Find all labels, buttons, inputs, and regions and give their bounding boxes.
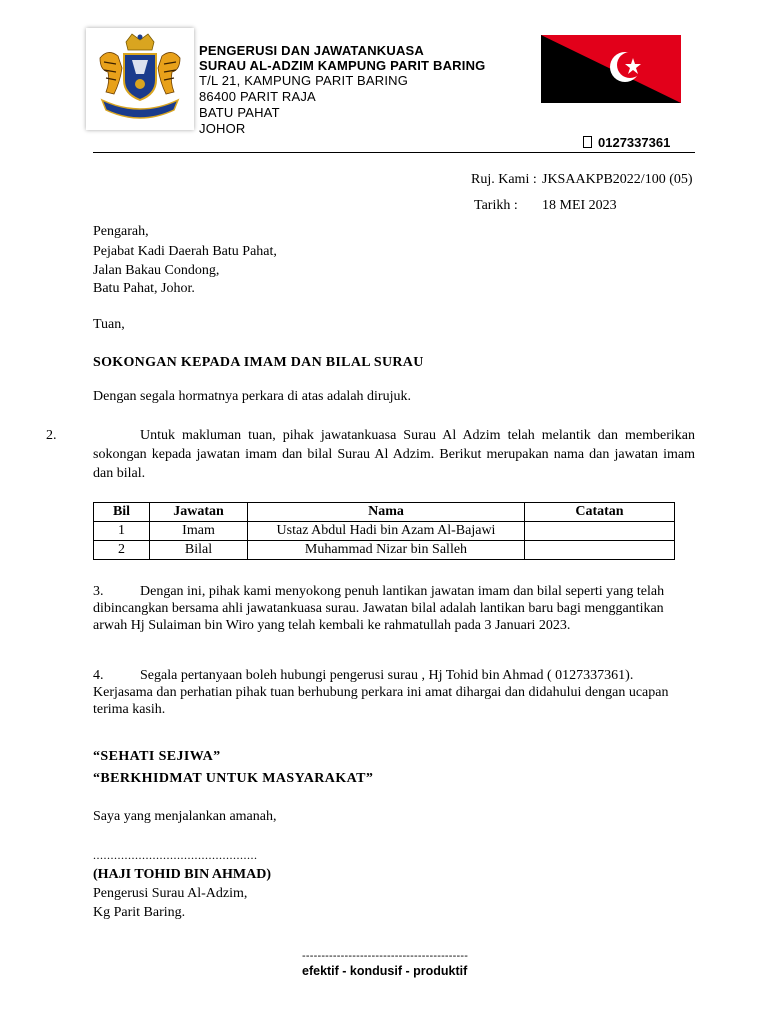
address-line-2: 86400 PARIT RAJA — [199, 89, 316, 104]
paragraph-3 — [93, 583, 691, 634]
letter-subject: SOKONGAN KEPADA IMAM DAN BILAL SURAU — [93, 355, 424, 370]
recipient-line-4: Batu Pahat, Johor. — [93, 281, 195, 296]
cell-jawatan: Imam — [150, 522, 248, 541]
motto-line-1: “SEHATI SEJIWA” — [93, 749, 221, 764]
state-flag — [541, 35, 681, 103]
cell-bil: 1 — [94, 522, 150, 541]
org-name-line1: PENGERUSI DAN JAWATANKUASA — [199, 43, 425, 58]
address-line-4: JOHOR — [199, 121, 246, 136]
motto-line-2: “BERKHIDMAT UNTUK MASYARAKAT” — [93, 771, 374, 786]
salutation: Tuan, — [93, 317, 125, 332]
column-header-catatan: Catatan — [525, 503, 675, 522]
header-phone — [583, 135, 670, 150]
table-row — [94, 522, 675, 541]
paragraph-3-number: 3. — [93, 584, 104, 599]
paragraph-4-number: 4. — [93, 668, 104, 683]
cell-bil: 2 — [94, 541, 150, 560]
ref-value: JKSAAKPB2022/100 (05) — [542, 172, 693, 187]
phone-number: 0127337361 — [598, 135, 671, 150]
signer-place: Kg Parit Baring. — [93, 905, 186, 920]
appointment-table — [93, 502, 675, 560]
table-header-row — [94, 503, 675, 522]
paragraph-2-text: Untuk makluman tuan, pihak jawatankuasa Surau Al Adzim telah melantik dan memberikan sokongan kepada jawatan imam dan bilal Surau Al Adzim. Berikut merupakan nama dan jawatan imam dan bilal. — [93, 428, 695, 481]
footer-divider: ------------------------------------------- — [302, 950, 469, 962]
paragraph-4-text: Segala pertanyaan boleh hubungi pengerusi surau , Hj Tohid bin Ahmad ( 0127337361). Kerjasama dan perhatian pihak tuan berhubung perkara ini amat dihargai dan didahului dengan ucapan terima kasih. — [93, 668, 669, 717]
recipient-line-1: Pengarah, — [93, 224, 149, 239]
date-value: 18 MEI 2023 — [542, 198, 617, 213]
paragraph-4 — [93, 667, 691, 718]
recipient-line-2: Pejabat Kadi Daerah Batu Pahat, — [93, 244, 277, 259]
paragraph-1: Dengan segala hormatnya perkara di atas adalah dirujuk. — [93, 389, 411, 404]
phone-icon — [583, 136, 592, 148]
date-label: Tarikh : — [474, 198, 518, 213]
header-divider — [93, 152, 695, 153]
signer-title: Pengerusi Surau Al-Adzim, — [93, 886, 248, 901]
column-header-bil: Bil — [94, 503, 150, 522]
signer-name: (HAJI TOHID BIN AHMAD) — [93, 867, 272, 882]
paragraph-2 — [46, 426, 695, 483]
address-line-1: T/L 21, KAMPUNG PARIT BARING — [199, 73, 409, 88]
cell-jawatan: Bilal — [150, 541, 248, 560]
footer-tagline: efektif - kondusif - produktif — [302, 964, 468, 978]
column-header-jawatan: Jawatan — [150, 503, 248, 522]
ref-label: Ruj. Kami : — [471, 172, 537, 187]
closing-line: Saya yang menjalankan amanah, — [93, 809, 277, 824]
column-header-nama: Nama — [248, 503, 525, 522]
cell-catatan — [525, 541, 675, 560]
cell-nama: Muhammad Nizar bin Salleh — [248, 541, 525, 560]
cell-nama: Ustaz Abdul Hadi bin Azam Al-Bajawi — [248, 522, 525, 541]
state-crest-logo — [86, 28, 194, 130]
paragraph-3-text: Dengan ini, pihak kami menyokong penuh lantikan jawatan imam dan bilal seperti yang telah dibincangkan bersama ahli jawatankuasa surau. Jawatan bilal adalah lantikan baru bagi menggantikan arwah Hj Sulaiman bin Wiro yang telah kembali ke rahmatullah pada 3 Januari 2023. — [93, 584, 665, 633]
address-line-3: BATU PAHAT — [199, 105, 280, 120]
signature-line: ............................................... — [93, 848, 258, 862]
paragraph-2-number: 2. — [46, 428, 57, 443]
cell-catatan — [525, 522, 675, 541]
table-row — [94, 541, 675, 560]
recipient-line-3: Jalan Bakau Condong, — [93, 263, 220, 278]
org-name-line2: SURAU AL-ADZIM KAMPUNG PARIT BARING — [199, 58, 486, 73]
